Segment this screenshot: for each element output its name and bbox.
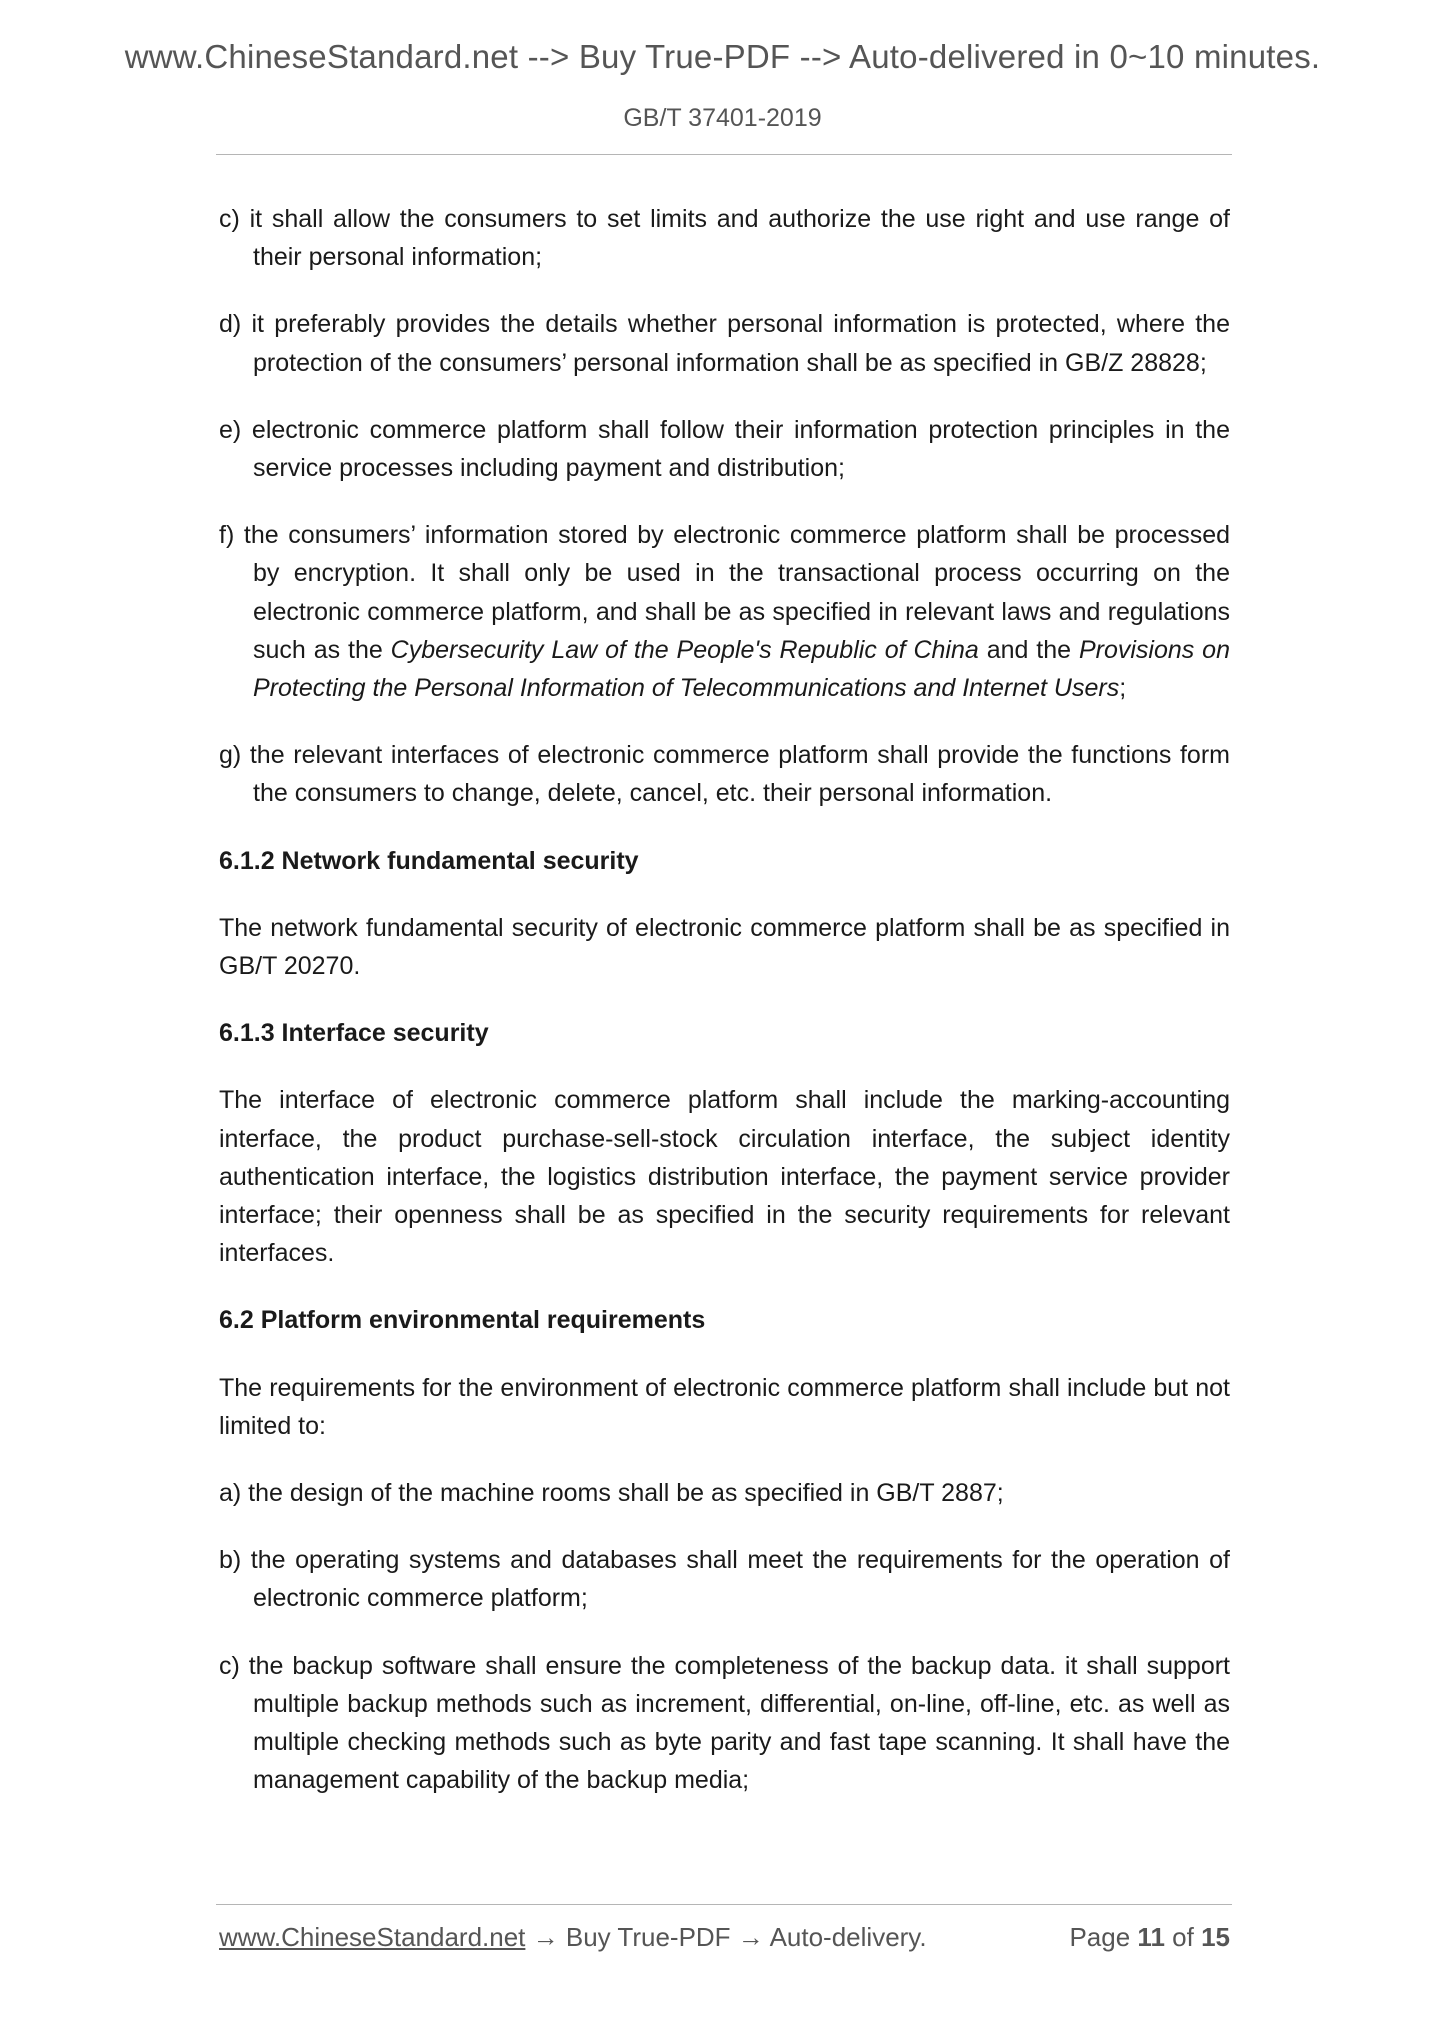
provisions-title: Provisions on Protecting the Personal Information of Telecommunications and Internet Users xyxy=(253,635,1230,703)
section-heading-6-2: 6.2 Platform environmental requirements xyxy=(219,1306,706,1335)
list-item-f-connector: and the xyxy=(978,635,1079,664)
list-item-e: e) electronic commerce platform shall follow their information protection principles in the service processes including payment and distribution; xyxy=(219,415,1230,483)
header-divider xyxy=(216,154,1232,155)
page-footer xyxy=(219,1922,1230,1953)
list-item-g: g) the relevant interfaces of electronic commerce platform shall provide the functions form the consumers to change, delete, cancel, etc. their personal information. xyxy=(219,741,1230,808)
list-item-c-environment: c) the backup software shall ensure the completeness of the backup data. it shall support multiple backup methods such as increment, differential, on-line, off-line, etc. as well as multiple checking methods such as byte parity and fast tape scanning. It shall have the management capability of the backup media; xyxy=(219,1651,1230,1795)
standard-number: GB/T 37401-2019 xyxy=(623,104,822,132)
page-indicator xyxy=(1069,1922,1230,1953)
footer-tagline: → Buy True-PDF → Auto-delivery. xyxy=(525,1922,927,1952)
section-heading-6-1-2: 6.1.2 Network fundamental security xyxy=(219,846,639,875)
paragraph-6-1-3: The interface of electronic commerce platform shall include the marking-accounting interface, the product purchase-sell-stock circulation interface, the subject identity authentication interface, the logistics distribution interface, the payment service provider interface; their openness shall be as specified in the security requirements for relevant interfaces. xyxy=(219,1086,1230,1268)
footer-site-link[interactable]: www.ChineseStandard.net xyxy=(219,1922,526,1952)
list-item-f-end: ; xyxy=(1119,674,1127,703)
site-banner: www.ChineseStandard.net --> Buy True-PDF --> Auto-delivered in 0~10 minutes. xyxy=(124,38,1321,75)
document-body xyxy=(219,200,1230,1829)
section-heading-6-1-3: 6.1.3 Interface security xyxy=(219,1019,489,1048)
list-item-c: c) it shall allow the consumers to set limits and authorize the use right and use range of their personal information; xyxy=(219,205,1230,272)
list-item-d: d) it preferably provides the details whether personal information is protected, where the protection of the consumers’ personal information shall be as specified in GB/Z 28828; xyxy=(219,310,1230,377)
page-label: Page xyxy=(1069,1922,1131,1952)
page-of: of xyxy=(1172,1922,1194,1952)
cybersecurity-law-title: Cybersecurity Law of the People's Republic of China xyxy=(390,635,979,664)
footer-divider xyxy=(216,1904,1232,1905)
page-total: 15 xyxy=(1201,1922,1230,1952)
paragraph-6-2: The requirements for the environment of electronic commerce platform shall include but not limited to: xyxy=(219,1373,1230,1440)
paragraph-6-1-2: The network fundamental security of electronic commerce platform shall be as specified in GB/T 20270. xyxy=(219,913,1230,981)
list-item-a-environment: a) the design of the machine rooms shall be as specified in GB/T 2887; xyxy=(219,1479,1004,1508)
list-item-f-text: f) the consumers’ information stored by electronic commerce platform shall be processed by encryption. It shall only be used in the transactional process occurring on the electronic commerce platform, and shall be as specified in relevant laws and regulations such as the xyxy=(219,521,1230,664)
list-item-b-environment: b) the operating systems and databases shall meet the requirements for the operation of electronic commerce platform; xyxy=(219,1546,1230,1613)
page-current: 11 xyxy=(1137,1922,1165,1952)
list-item-f xyxy=(219,516,1230,707)
